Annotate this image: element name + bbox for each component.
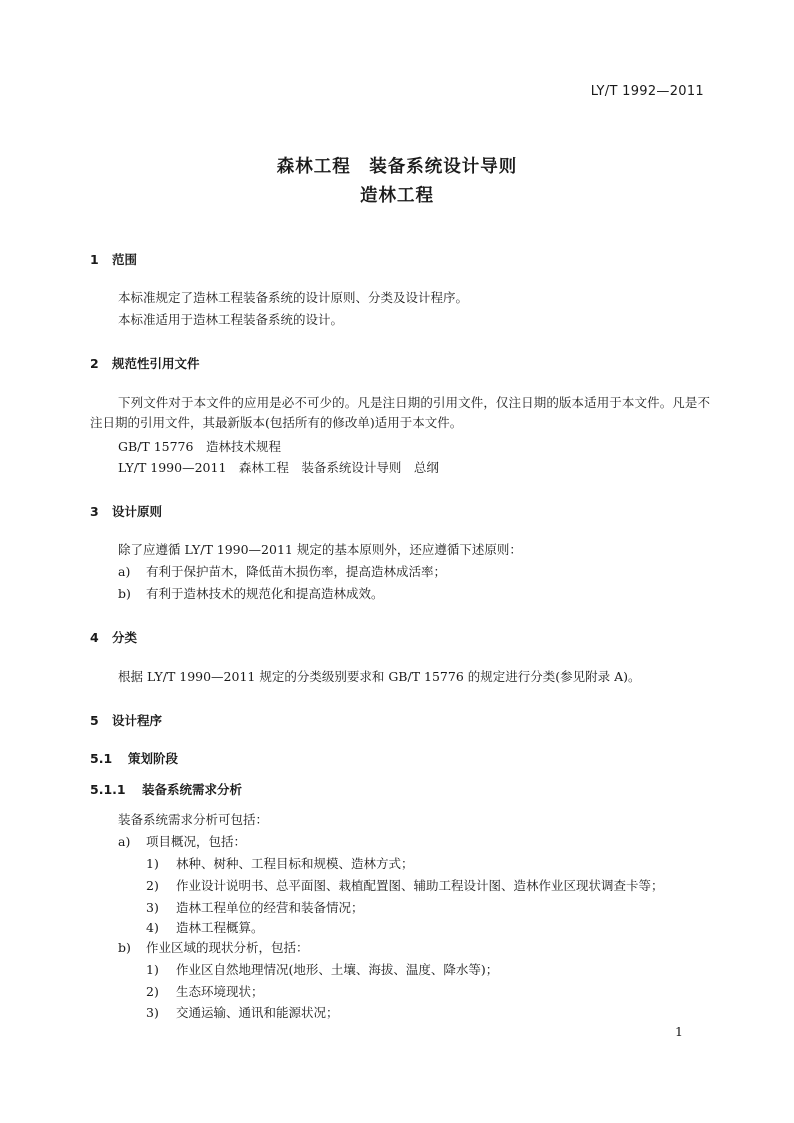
list-item — [118, 562, 446, 582]
paragraph: 根据 LY/T 1990—2011 规定的分类级别要求和 GB/T 15776 的规定进行分类(参见附录 A)。 — [118, 669, 641, 684]
list-text: 林种、树种、工程目标和规模、造林方式； — [176, 856, 414, 871]
subsection-5-1-heading — [90, 749, 178, 767]
list-text: 造林工程概算。 — [176, 920, 264, 935]
section-number: 4 — [90, 630, 99, 645]
list-marker: 2) — [146, 878, 159, 893]
paragraph: 除了应遵循 LY/T 1990—2011 规定的基本原则外，还应遵循下述原则： — [118, 542, 522, 557]
section-title: 策划阶段 — [128, 751, 179, 766]
section-number: 2 — [90, 356, 99, 371]
list-item — [118, 584, 384, 604]
list-text: 生态环境现状； — [176, 984, 264, 999]
list-marker: a) — [118, 834, 131, 849]
section-title: 规范性引用文件 — [112, 356, 200, 371]
document-subtitle: 造林工程 — [360, 186, 434, 206]
section-3-heading — [90, 502, 162, 520]
sub-list-item — [146, 960, 498, 980]
sub-list-item — [146, 982, 264, 1002]
list-marker: 1) — [146, 962, 159, 977]
sub-list-item — [146, 876, 664, 896]
list-text: 有利于造林技术的规范化和提高造林成效。 — [146, 586, 384, 601]
list-text: 造林工程单位的经营和装备情况； — [176, 900, 364, 915]
subsection-5-1-1-heading — [90, 780, 242, 798]
page-number: 1 — [675, 1024, 683, 1039]
list-marker: 3) — [146, 1005, 159, 1020]
section-4-heading — [90, 628, 137, 646]
paragraph: 本标准规定了造林工程装备系统的设计原则、分类及设计程序。 — [118, 290, 469, 305]
sub-list-item — [146, 854, 414, 874]
paragraph: 下列文件对于本文件的应用是必不可少的。凡是注日期的引用文件，仅注日期的版本适用于本文件。凡是不注日期的引用文件，其最新版本(包括所有的修改单)适用于本文件。 — [90, 395, 710, 430]
section-2-heading — [90, 354, 200, 372]
list-marker: 3) — [146, 900, 159, 915]
list-marker: b) — [118, 586, 131, 601]
list-item — [118, 938, 309, 958]
list-text: 作业区域的现状分析，包括： — [146, 940, 309, 955]
list-text: 交通运输、通讯和能源状况； — [176, 1005, 339, 1020]
section-number: 3 — [90, 504, 99, 519]
list-text: 项目概况，包括： — [146, 834, 247, 849]
section-title: 分类 — [112, 630, 138, 645]
section-title: 范围 — [112, 252, 138, 267]
section-1-heading — [90, 250, 137, 268]
sub-list-item — [146, 918, 264, 938]
sub-list-item — [146, 1003, 339, 1023]
list-text: 作业设计说明书、总平面图、栽植配置图、辅助工程设计图、造林作业区现状调查卡等； — [176, 878, 664, 893]
list-marker: b) — [118, 940, 131, 955]
paragraph: 装备系统需求分析可包括： — [118, 812, 269, 827]
normative-reference: LY/T 1990—2011 森林工程 装备系统设计导则 总纲 — [118, 460, 439, 475]
section-title: 设计原则 — [112, 504, 163, 519]
paragraph: 本标准适用于造林工程装备系统的设计。 — [118, 312, 344, 327]
document-title: 森林工程 装备系统设计导则 — [276, 157, 518, 177]
list-marker: 4) — [146, 920, 159, 935]
list-marker: 1) — [146, 856, 159, 871]
standard-code: LY/T 1992—2011 — [590, 84, 704, 99]
section-number: 5.1 — [90, 751, 113, 766]
section-number: 1 — [90, 252, 99, 267]
list-marker: 2) — [146, 984, 159, 999]
list-item — [118, 832, 246, 852]
list-text: 作业区自然地理情况(地形、土壤、海拔、温度、降水等)； — [176, 962, 499, 977]
sub-list-item — [146, 898, 364, 918]
list-marker: a) — [118, 564, 131, 579]
section-title: 装备系统需求分析 — [142, 782, 243, 797]
section-number: 5.1.1 — [90, 782, 126, 797]
section-title: 设计程序 — [112, 713, 163, 728]
list-text: 有利于保护苗木，降低苗木损伤率，提高造林成活率； — [146, 564, 447, 579]
section-5-heading — [90, 711, 162, 729]
section-number: 5 — [90, 713, 99, 728]
normative-reference: GB/T 15776 造林技术规程 — [118, 439, 281, 454]
